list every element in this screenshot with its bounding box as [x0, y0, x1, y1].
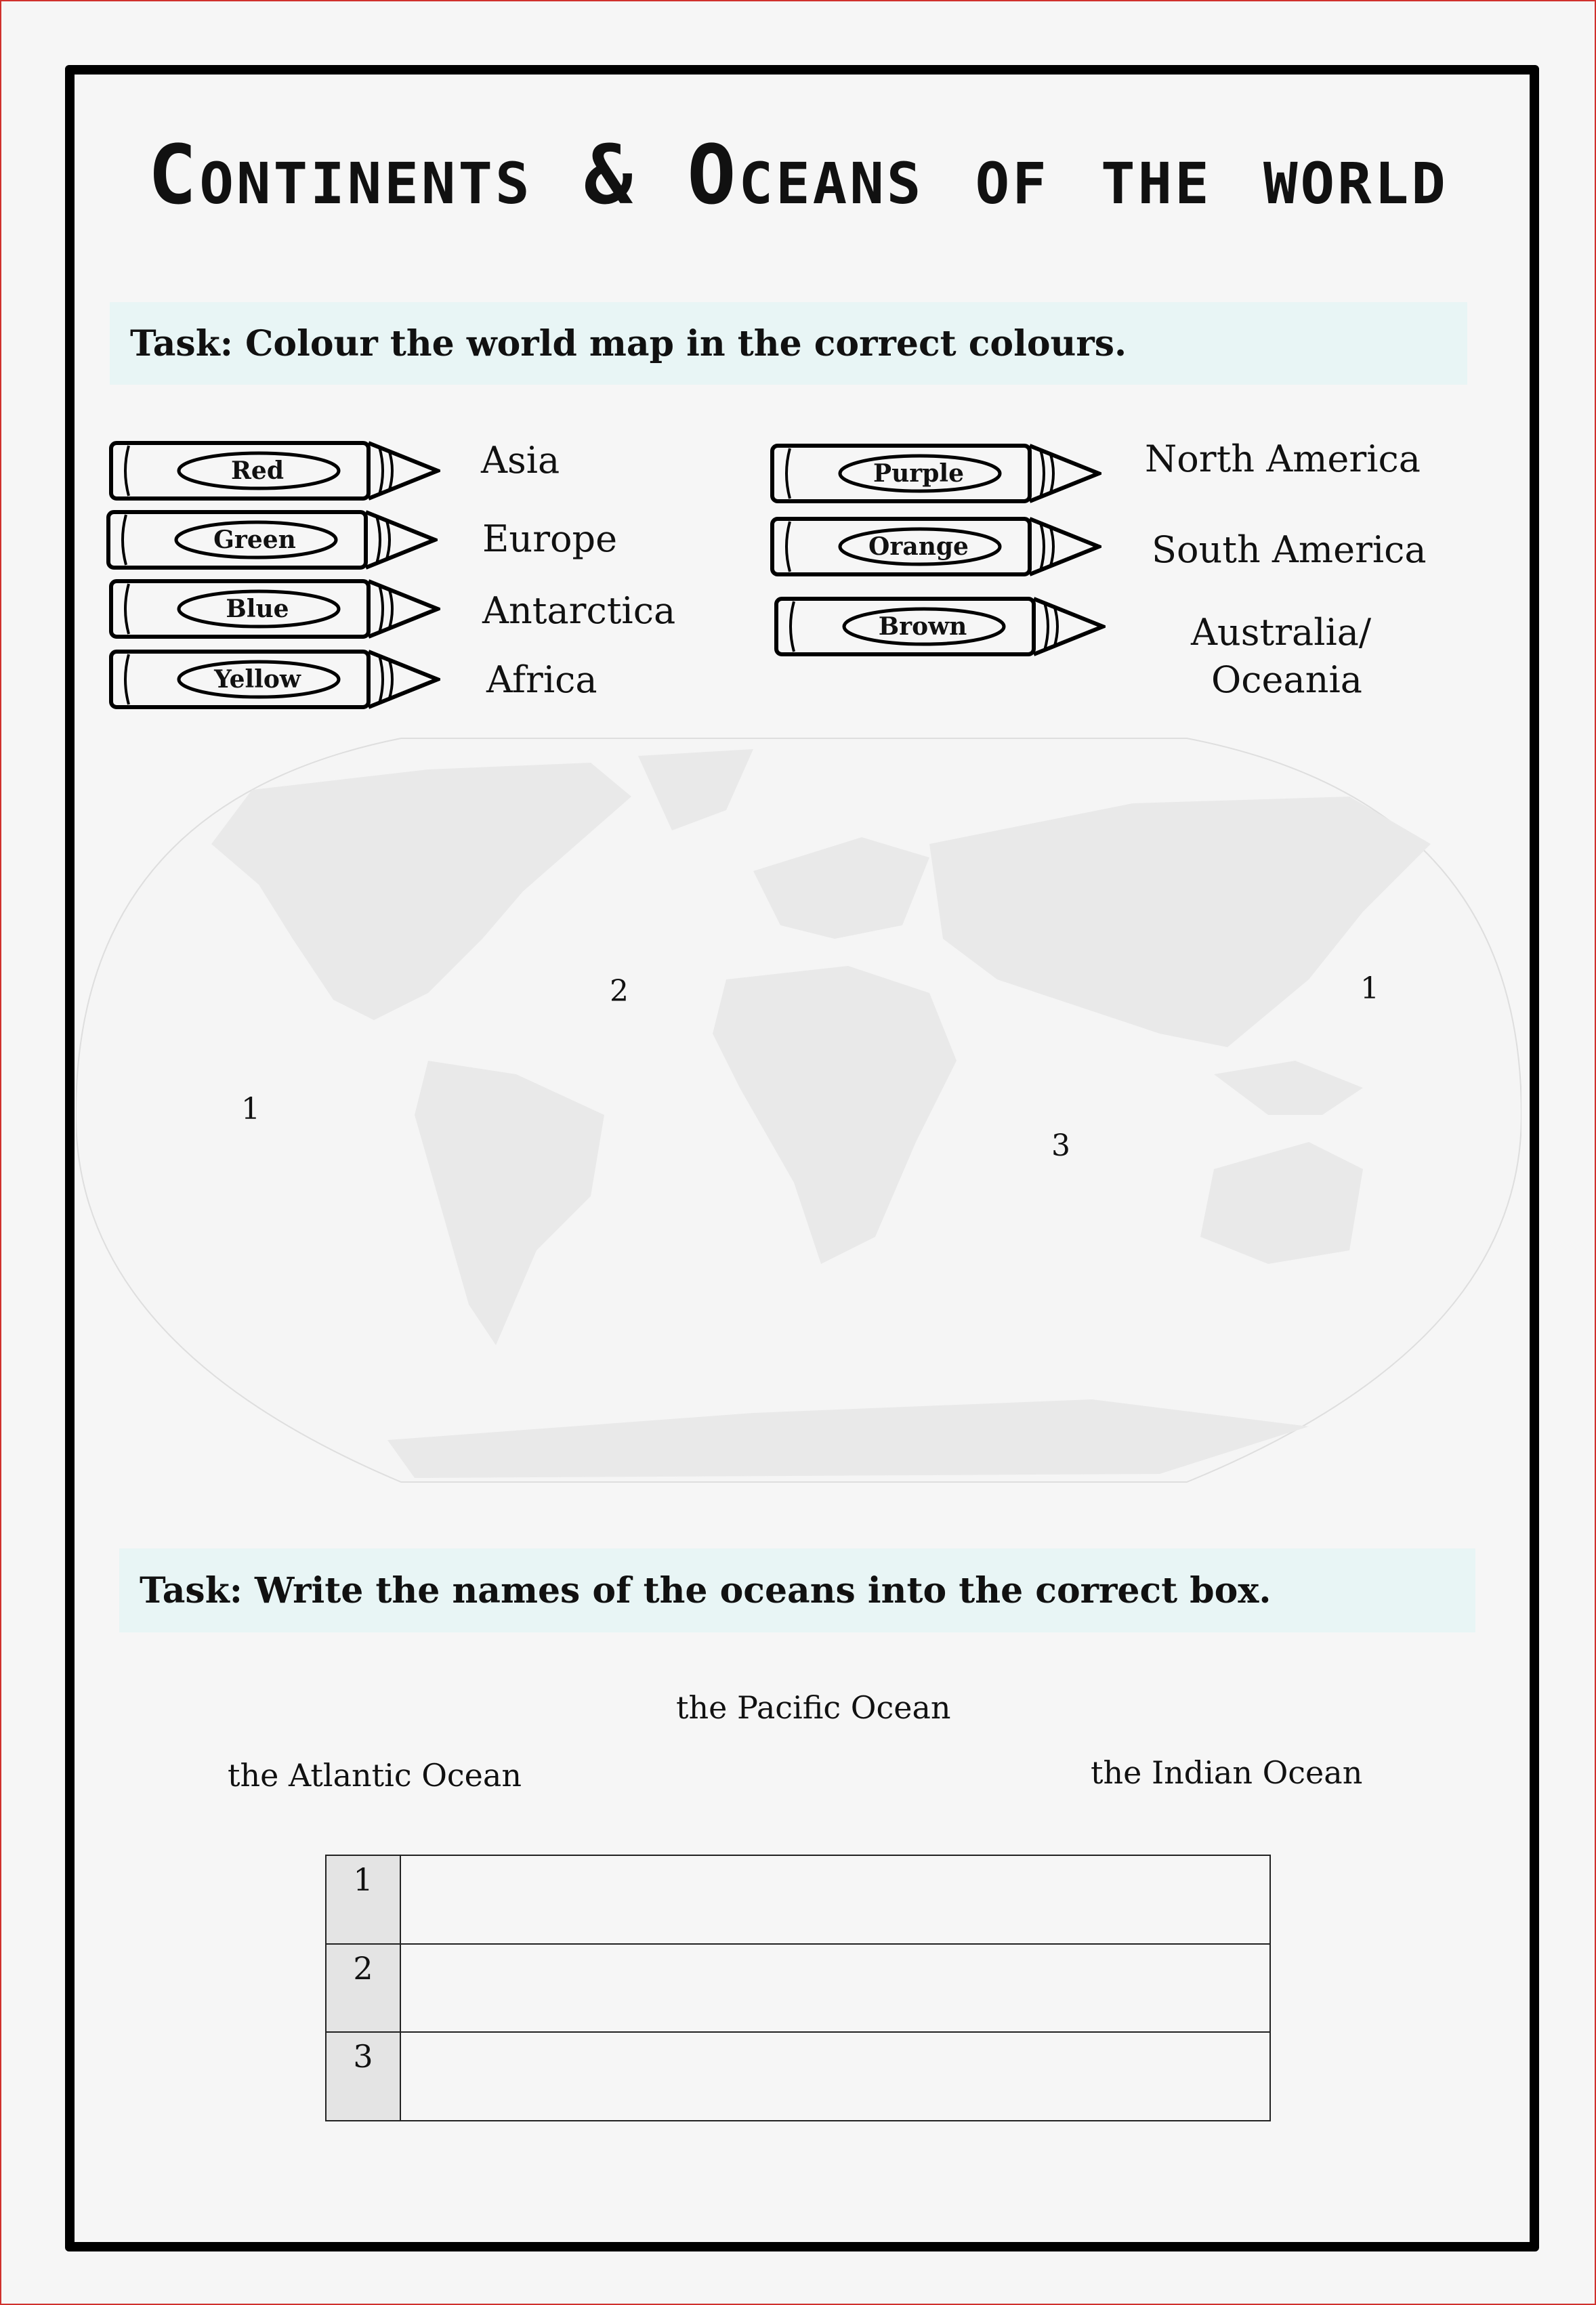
crayon-blue	[108, 578, 440, 639]
crayon-label-red: Red	[231, 457, 284, 485]
crayon-red	[108, 440, 440, 501]
row-number: 2	[326, 1944, 400, 2033]
table-row	[326, 1944, 1270, 2033]
table-row	[326, 2032, 1270, 2121]
crayon-label-purple: Purple	[873, 459, 964, 488]
continent-oceania: Oceania	[1211, 658, 1362, 701]
task-colour-map: Task: Colour the world map in the correct colours.	[110, 302, 1467, 385]
row-number: 3	[326, 2032, 400, 2121]
ocean-word-indian: the Indian Ocean	[1091, 1754, 1363, 1791]
continent-north-america: North America	[1145, 438, 1421, 480]
crayon-label-orange: Orange	[868, 532, 969, 561]
crayon-yellow	[108, 649, 440, 710]
task-write-oceans: Task: Write the names of the oceans into the correct box.	[119, 1548, 1475, 1632]
page-title: Continents & Oceans of the world	[148, 129, 1448, 223]
map-number-pacific-east: 1	[1360, 971, 1379, 1006]
continent-asia: Asia	[481, 439, 560, 482]
continent-africa: Africa	[486, 658, 597, 701]
ocean-word-atlantic: the Atlantic Ocean	[228, 1757, 522, 1794]
continent-antarctica: Antarctica	[482, 589, 676, 632]
continent-australia: Australia/	[1191, 611, 1372, 654]
answer-cell[interactable]	[400, 2032, 1270, 2121]
crayon-label-brown: Brown	[878, 612, 967, 641]
crayon-purple	[770, 443, 1101, 504]
crayon-brown	[774, 596, 1106, 657]
table-row	[326, 1855, 1270, 1944]
map-number-indian: 3	[1051, 1128, 1070, 1163]
continent-south-america: South America	[1152, 528, 1427, 571]
answer-cell[interactable]	[400, 1944, 1270, 2033]
ocean-word-pacific: the Pacific Ocean	[676, 1689, 951, 1726]
map-number-atlantic: 2	[610, 974, 629, 1009]
continent-europe: Europe	[482, 517, 618, 560]
map-number-pacific-west: 1	[241, 1092, 260, 1126]
answer-cell[interactable]	[400, 1855, 1270, 1944]
crayon-label-blue: Blue	[226, 595, 289, 623]
crayon-label-yellow: Yellow	[214, 665, 301, 694]
crayon-label-green: Green	[213, 526, 296, 554]
world-map	[76, 736, 1521, 1485]
answer-table	[325, 1855, 1271, 2121]
crayon-green	[106, 509, 438, 570]
row-number: 1	[326, 1855, 400, 1944]
crayon-orange	[770, 516, 1101, 577]
